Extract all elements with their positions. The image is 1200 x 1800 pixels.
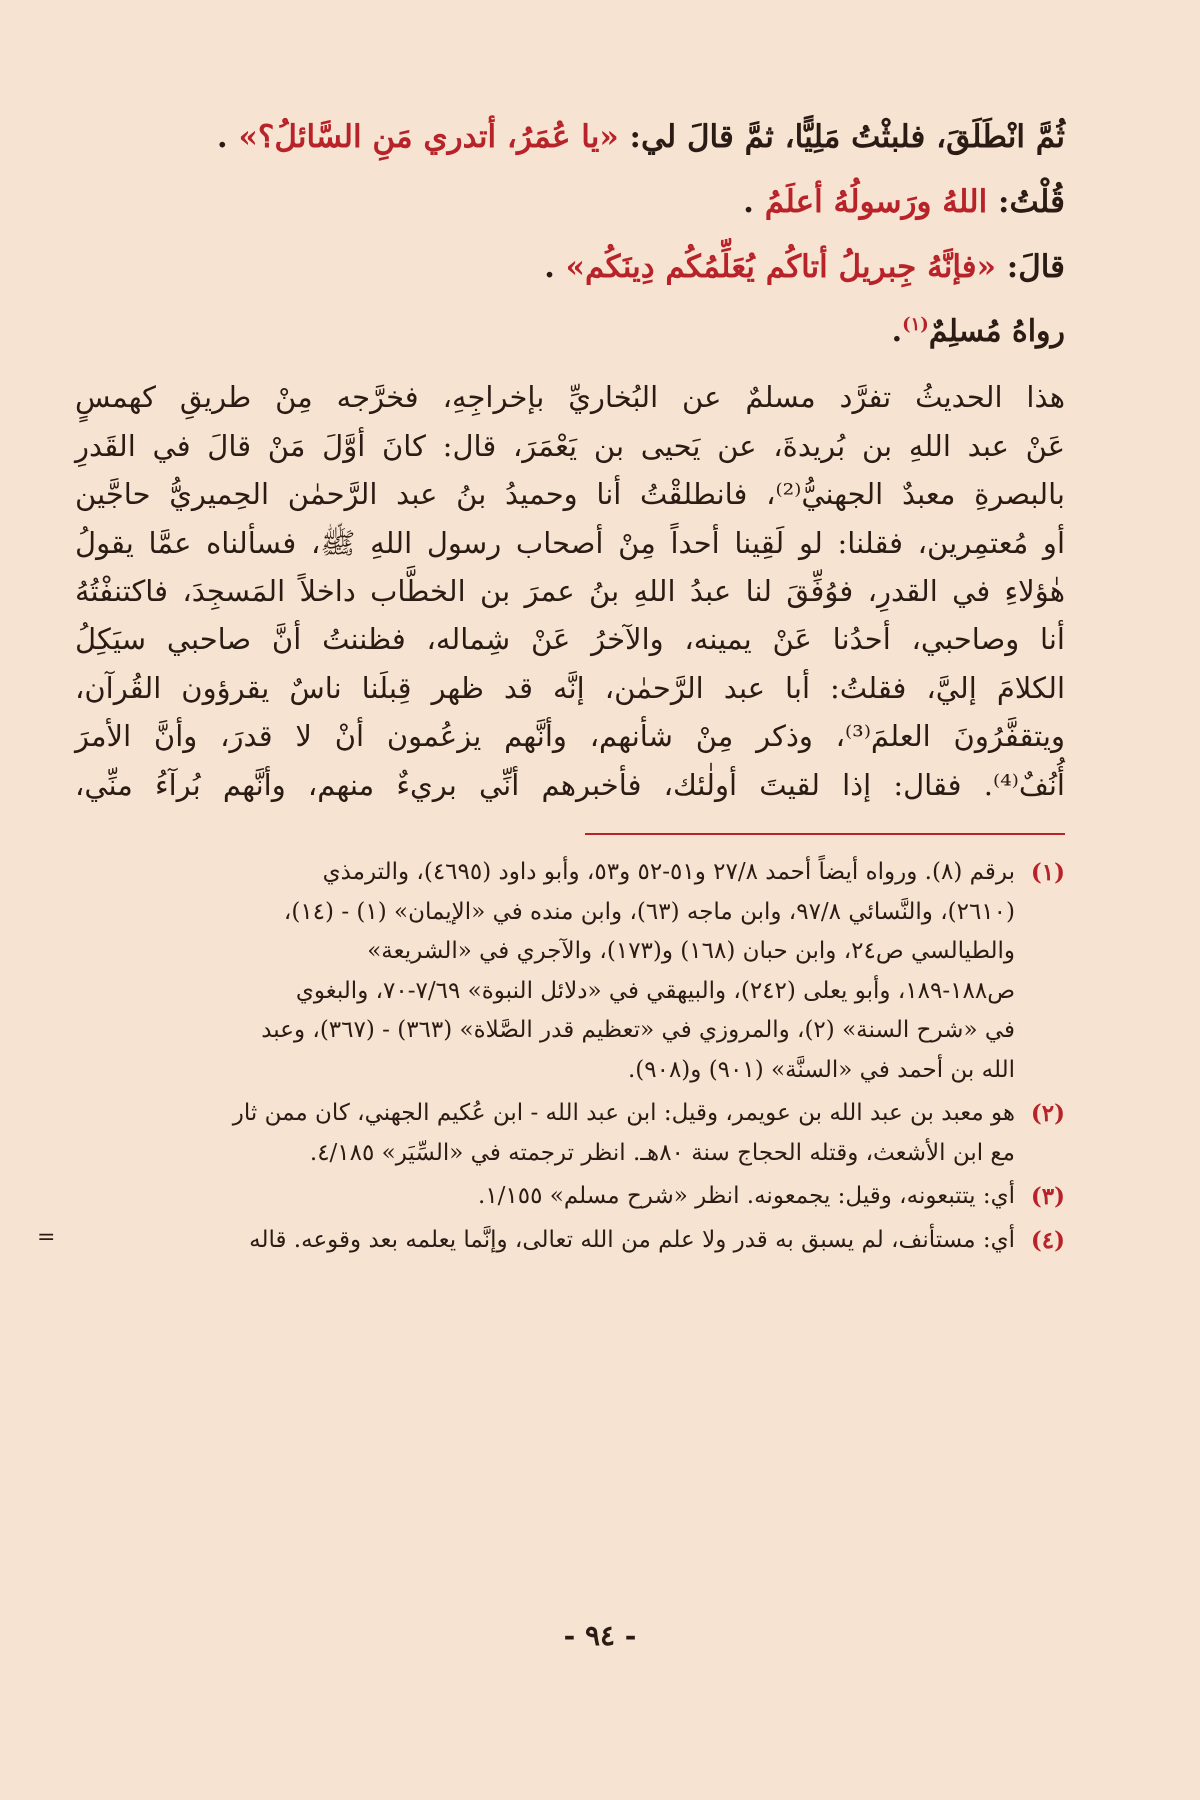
commentary-line: عَنْ عبد اللهِ بن بُريدةَ، عن يَحيى بن يَعْمَرَ، قال: كانَ أوَّلَ مَنْ قالَ في القَدرِ [75,428,1065,463]
footnote-number: (٤) [1030,1227,1065,1255]
hadith-line-2-end: . [743,183,754,220]
hadith-line-2-quote: اللهُ ورَسولُهُ أعلَمُ [764,183,988,220]
hadith-line-3-end: . [544,248,555,285]
footnote-4 [37,1221,1065,1261]
footnote-number: (٣) [1030,1183,1065,1211]
footnote-line: أي: يتتبعونه، وقيل: يجمعونه. انظر «شرح مسلم» ١/١٥٥. [478,1183,1015,1210]
hadith-line-1-intro: ثُمَّ انْطَلَقَ، فلبثْتُ مَلِيًّا، ثمَّ قالَ لي: [629,119,1065,155]
hadith-source-text: رواهُ مُسلِمٌ [928,313,1065,349]
commentary-line: هذا الحديثُ تفرَّد مسلمٌ عن البُخاريِّ بإخراجِهِ، فخرَّجه مِنْ طريقِ كهمسٍ [75,380,1065,415]
hadith-line-3-quote: «فإنَّهُ جِبريلُ أتاكُم يُعَلِّمُكُم دِينَكُم» [565,248,996,285]
hadith-line-3 [75,245,1065,290]
footnote-2 [75,1094,1065,1173]
hadith-line-1-end: . [216,119,228,155]
footnote-line: الله بن أحمد في «السنَّة» (٩٠١) و(٩٠٨). [627,1056,1015,1083]
hadith-line-2 [75,180,1065,225]
commentary-line: ويتقفَّرُونَ العلمَ⁽³⁾، وذكر مِنْ شأنهم، وأنَّهم يزعُمون أنْ لا قدرَ، وأنَّ الأمرَ [75,719,1065,754]
footnote-line: في «شرح السنة» (٢)، والمروزي في «تعظيم قدر الصَّلاة» (٣٦٣) - (٣٦٧)، وعبد [261,1017,1015,1044]
footnote-line: والطيالسي ص٢٤، وابن حبان (١٦٨) و(١٧٣)، والآجري في «الشريعة» [367,938,1015,965]
commentary-text [75,373,1065,809]
footnote-line: ص١٨٨-١٨٩، وأبو يعلى (٢٤٢)، والبيهقي في «دلائل النبوة» ٧/٦٩-٧٠، والبغوي [295,977,1015,1004]
hadith-block [75,115,1065,353]
commentary-line: بالبصرةِ معبدٌ الجهنيُّ⁽²⁾، فانطلقْتُ أنا وحميدُ بنُ عبد الرَّحمٰن الحِميريُّ حاجَّين [75,477,1065,512]
commentary-line: هٰؤلاءِ في القدرِ، فوُفِّقَ لنا عبدُ اللهِ بنُ عمرَ بن الخطَّاب داخلاً المَسجِدَ، فاكتنفْتُهُ [75,574,1066,608]
footnote-number: (١) [1030,859,1065,887]
hadith-source-end: . [891,313,903,349]
footnote-1 [75,853,1065,1090]
footnotes [37,853,1065,1260]
hadith-line-2-intro: قُلْتُ: [998,183,1065,220]
commentary-line: أنا وصاحبي، أحدُنا عَنْ يمينه، والآخرُ عَنْ شِماله، فظننتُ أنَّ صاحبي سيَكِلُ [75,622,1065,657]
footnote-separator [585,833,1065,835]
hadith-line-1-quote: «يا عُمَرُ، أتدري مَنِ السَّائلُ؟» [238,119,619,155]
footnote-line: مع ابن الأشعث، وقتله الحجاج سنة ٨٠هـ. انظر ترجمته في «السِّيَر» ٤/١٨٥. [309,1139,1015,1166]
continuation-mark: = [37,1224,56,1250]
commentary-line: الكلامَ إليَّ، فقلتُ: أبا عبد الرَّحمٰن، إنَّه قد ظهر قِبلَنا ناسٌ يقرؤون القُرآن، [75,670,1065,705]
commentary-line: أو مُعتمِرين، فقلنا: لو لَقِينا أحداً مِنْ أصحاب رسول اللهِ ﷺ، فسألناه عمَّا يقولُ [75,525,1065,560]
hadith-line-3-intro: قالَ: [1006,248,1065,285]
hadith-source [75,310,1065,354]
footnote-line: (٢٦١٠)، والنَّسائي ٩٧/٨، وابن ماجه (٦٣)، وابن منده في «الإيمان» (١) - (١٤)، [283,898,1015,925]
footnote-3 [75,1177,1065,1217]
page-number: - ٩٤ - [563,1619,637,1652]
footnote-number: (٢) [1030,1100,1065,1128]
footnote-line: أي: مستأنف، لم يسبق به قدر ولا علم من الله تعالى، وإنَّما يعلمه بعد وقوعه. قاله [249,1227,1015,1254]
footnote-line: برقم (٨). ورواه أيضاً أحمد ٢٧/٨ و٥١-٥٢ و٥٣، وأبو داود (٤٦٩٥)، والترمذي [322,859,1015,886]
footnote-ref-1: (١) [902,313,929,335]
hadith-line-1 [75,115,1065,160]
footnote-line: هو معبد بن عبد الله بن عويمر، وقيل: ابن عبد الله - ابن عُكيم الجهني، كان ممن ثار [232,1100,1015,1127]
commentary-line: أُنُفٌ⁽⁴⁾. فقال: إذا لقيتَ أولٰئك، فأخبرهم أنِّي بريءٌ منهم، وأنَّهم بُرآءُ منِّي، [75,767,1065,802]
